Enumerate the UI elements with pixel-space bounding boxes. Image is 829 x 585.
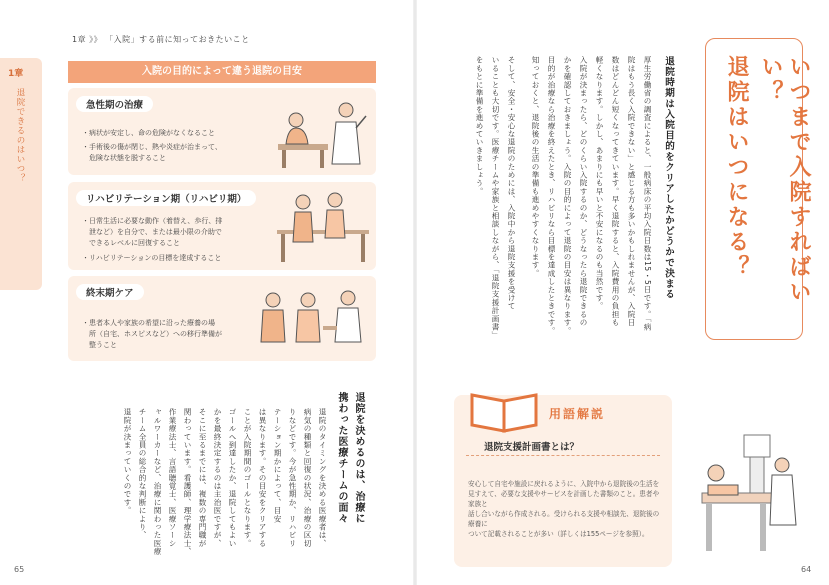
body-column: いることも大切です。医療チームや家族と相談しながら、「退院支援計画書」 (491, 56, 500, 340)
card-acute-care (68, 88, 376, 175)
glossary-line: 話し合いながら作成される。受けられる支援や相談先、退院後の療養に (468, 510, 660, 528)
rehabilitation-illustration (273, 190, 373, 266)
glossary-subtitle: 退院支援計画書とは？ (484, 442, 580, 453)
page-number-left: 65 (14, 565, 25, 574)
body-column: 院はもう長く入院できない」と感じる方も多いかもしれませんが、入院日 (627, 56, 636, 327)
body-column: ことが入院期間のゴールとなります。 (243, 408, 252, 548)
body-column: チーム全員の総合的な判断により、 (138, 408, 147, 540)
chapter-side-tab (0, 58, 42, 290)
card-bullet: 危険な状態を脱すること (82, 154, 166, 162)
body-column: テーション期かによって、目安 (273, 408, 282, 523)
page-gutter (413, 0, 417, 585)
body-column: 病気の種類と回復の状況、治療の区切 (303, 408, 312, 548)
card-bullet: ・リハビリテーションの目標を達成すること (82, 254, 222, 262)
title-box (705, 38, 811, 340)
card-bullet: ・病状が安定し、命の危険がなくなること (82, 129, 215, 137)
open-book-icon (466, 385, 546, 435)
side-tab-number: 1章 (8, 69, 24, 79)
body-column: そして、安全・安心な退院のためには、入院中から退院支援を受けて (507, 56, 516, 311)
card-end-of-life-care (68, 276, 376, 361)
card-bullet: ・手術後の傷が閉じ、熱や炎症が治まって、 (82, 143, 222, 151)
page-number-right: 64 (801, 565, 812, 574)
card-title: 終末期ケア (76, 284, 144, 300)
body-column: そこに至るまでには、複数の専門職が (198, 408, 207, 548)
lead-heading: 退院時期は入院目的をクリアしたかどうかで決まる (663, 56, 674, 300)
glossary-box (454, 395, 672, 567)
bottom-heading-1: 退院を決めるのは、治療に (353, 392, 364, 524)
glossary-line: ついて記載されることが多い（詳しくは155ページを参照）。 (468, 530, 649, 538)
body-column: をもとに準備を進めていきましょう。 (475, 56, 484, 196)
body-column: 関わっています。看護師、理学療法士、 (183, 408, 192, 556)
body-column: りなどです。今が急性期か、リハビリ (288, 408, 297, 548)
card-bullet: ・日常生活に必要な動作（着替え、歩行、排 (82, 217, 223, 225)
card-title: リハビリテーション期（リハビリ期） (76, 190, 256, 206)
body-column: 軽くなります。しかし、あまりにも早いと不安になるのも当然です。 (595, 56, 604, 311)
card-rehabilitation (68, 182, 376, 270)
card-bullet: 整うこと (82, 341, 117, 349)
family-consultation-illustration (253, 286, 373, 358)
section-banner: 入院の目的によって違う退院の目安 (68, 61, 376, 83)
card-bullet: 所（自宅、ホスピスなど）への移行準備が (82, 330, 222, 338)
body-column: 厚生労働省の調査によると、一般病床の平均入院日数は15・5日です。「病 (643, 56, 652, 331)
body-column: 作業療法士、言語聴覚士、医療ソーシ (168, 408, 177, 548)
bottom-heading-2: 携わった医療チームの面々 (336, 392, 347, 524)
body-column: 入院が決まったら、どのくらい入院するのか、どうなったら退院できるの (579, 56, 588, 327)
body-column: は異なります。その目安をクリアする (258, 408, 267, 548)
card-title: 急性期の治療 (76, 96, 153, 112)
doctor-patient-illustration (268, 94, 373, 172)
body-column: 目的が治療なら治療を終えたとき、リハビリなら目標を達成したときです。 (547, 56, 556, 335)
body-column: ゴールへ到達したか、退院してもよい (228, 408, 237, 548)
chapter-header: 1章 》》 「入院」する前に知っておきたいこと (72, 35, 250, 44)
glossary-line: 見すえて、必要な支援やサービスを計画した書類のこと。患者や家族と (468, 490, 660, 508)
body-column: 知っておくと、退院後の生活の準備も進めやすくなります。 (531, 56, 540, 278)
hospital-bed-illustration (698, 405, 808, 565)
glossary-label: 用語解説 (549, 407, 606, 421)
body-column: 数はどんどん短くなってきています。早く退院すると、入院費用の負担も (611, 56, 620, 327)
body-column: かを最終決定するのは主治医ですが、 (213, 408, 222, 548)
page-title-line-1: いつまで入院すればいい？ (758, 55, 811, 305)
glossary-body (468, 479, 662, 539)
body-column: 退院のタイミングを決める医療者は、 (318, 408, 327, 548)
glossary-line: 安心して自宅や施設に戻れるように、入院中から退院後の生活を (468, 480, 660, 488)
page-title-line-2: 退院はいつになる？ (724, 55, 749, 280)
card-bullet: できるレベルに回復すること (82, 239, 180, 247)
body-column: かを確認しておきましょう。入院の目的によって退院の目安は異なります。 (563, 56, 572, 335)
card-bullet: 泄など）を自分で、または最小限の介助で (82, 228, 222, 236)
side-tab-label: 退院できるのはいつ？ (15, 88, 25, 183)
card-bullet: ・患者本人や家族の希望に沿った療養の場 (82, 319, 215, 327)
body-column: 退院が決まっていくのです。 (123, 408, 132, 515)
glossary-divider (466, 455, 660, 457)
body-column: ャルワーカーなど、治療に関わった医療 (153, 408, 162, 556)
